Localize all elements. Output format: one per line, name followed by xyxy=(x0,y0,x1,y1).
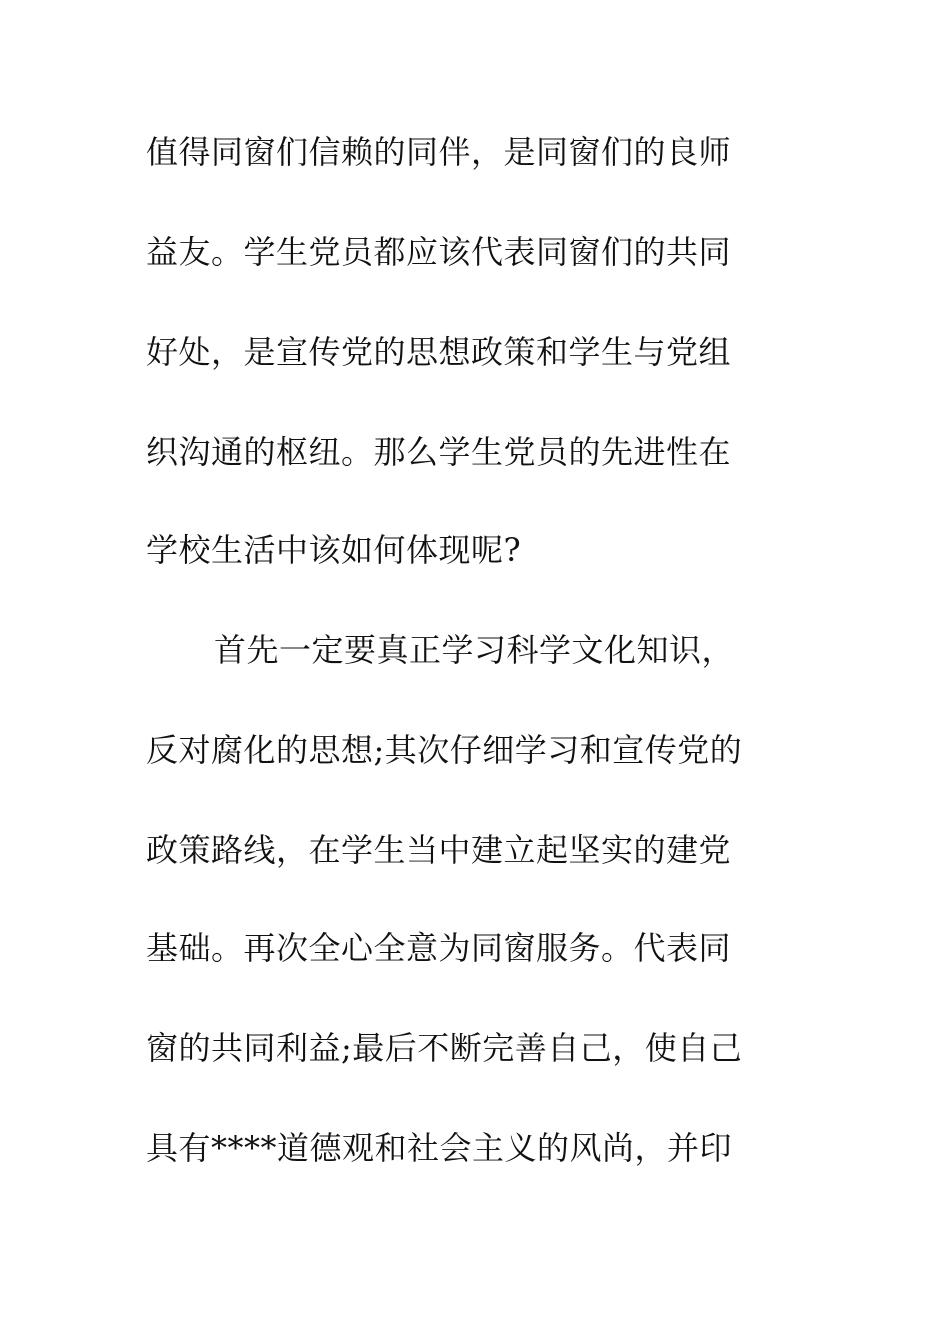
text-line-1: 值得同窗们信赖的同伴，是同窗们的良师 xyxy=(146,133,732,171)
text-line-11: 具有****道德观和社会主义的风尚，并印 xyxy=(146,1129,733,1167)
text-line-2: 益友。学生党员都应该代表同窗们的共同 xyxy=(146,233,732,271)
text-line-5: 学校生活中该如何体现呢? xyxy=(146,531,522,569)
text-line-4: 织沟通的枢纽。那么学生党员的先进性在 xyxy=(146,433,732,471)
text-line-8: 政策路线，在学生当中建立起坚实的建党 xyxy=(146,831,732,869)
text-line-10: 窗的共同利益;最后不断完善自己，使自己 xyxy=(146,1029,743,1067)
paragraph-start-line: 首先一定要真正学习科学文化知识， xyxy=(214,631,735,669)
text-line-7: 反对腐化的思想;其次仔细学习和宣传党的 xyxy=(146,731,743,769)
text-line-9: 基础。再次全心全意为同窗服务。代表同 xyxy=(146,929,732,967)
text-line-3: 好处，是宣传党的思想政策和学生与党组 xyxy=(146,333,732,371)
